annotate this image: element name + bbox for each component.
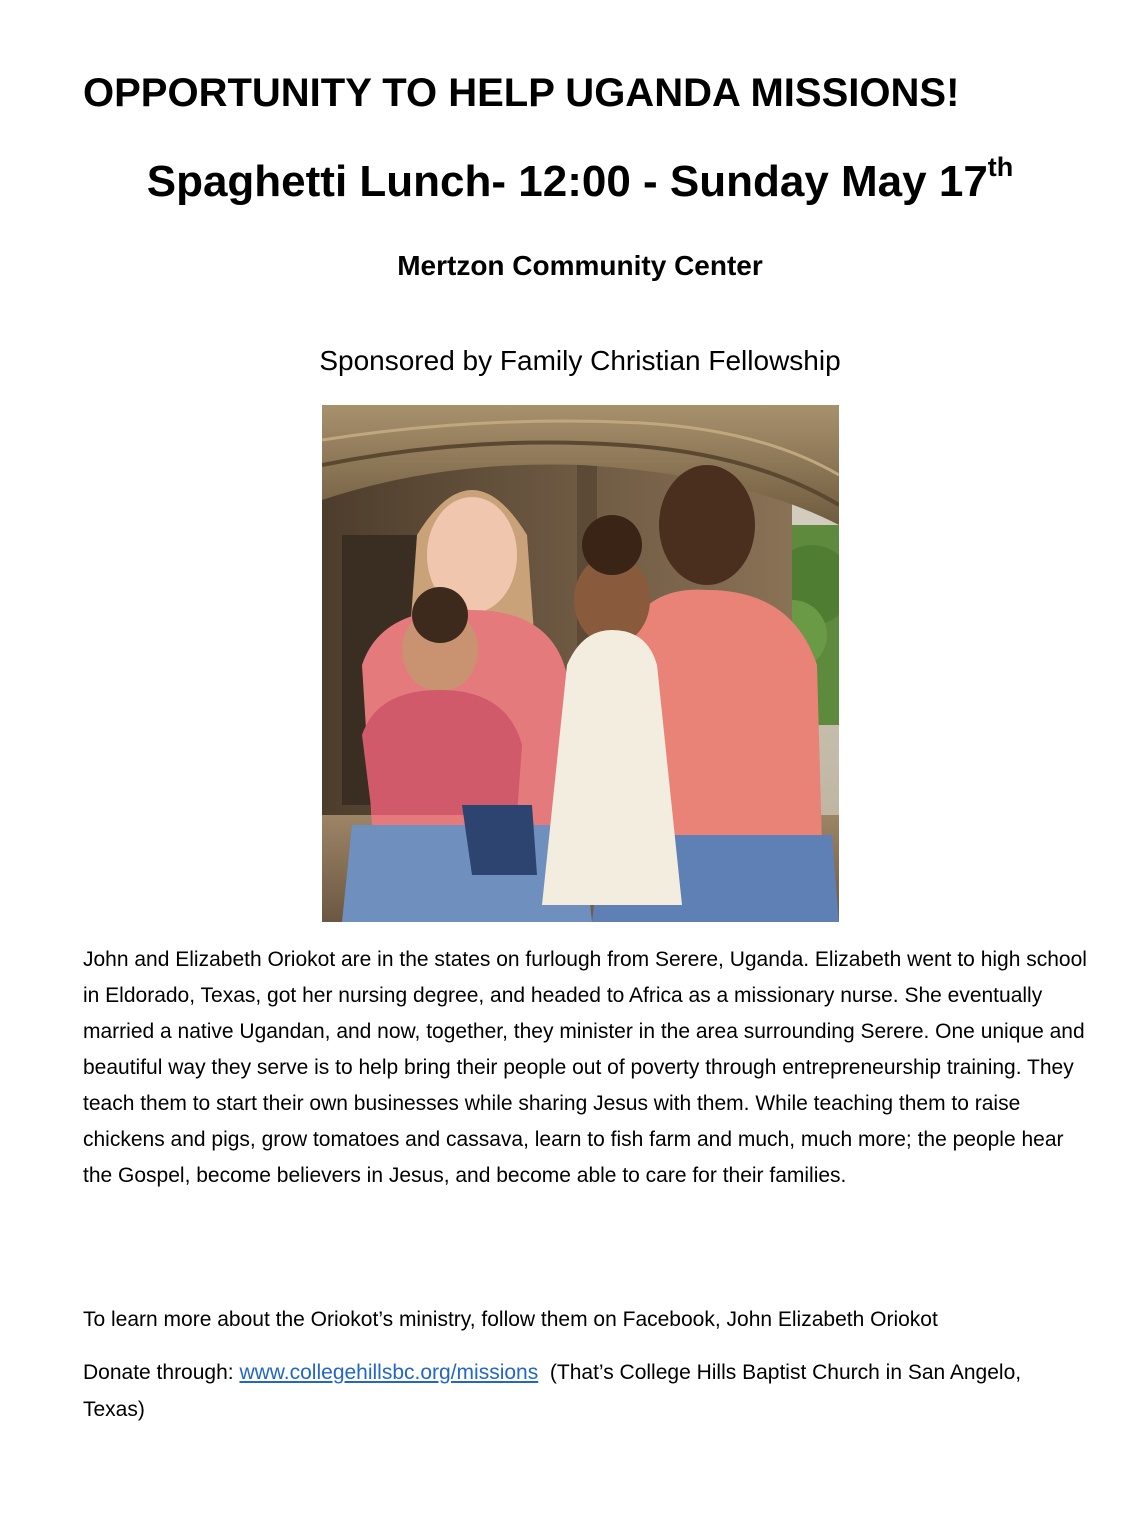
donate-line xyxy=(83,1354,1058,1428)
event-title-text: Spaghetti Lunch- 12:00 - Sunday May 17 xyxy=(146,157,988,206)
donate-link[interactable]: www.collegehillsbc.org/missions xyxy=(239,1361,539,1384)
learn-more-text: To learn more about the Oriokot’s ministry, follow them on Facebook, John Elizabeth Oriokot xyxy=(83,1308,938,1331)
donate-prefix: Donate through: xyxy=(83,1361,240,1384)
donate-suffix: (That’s College Hills Baptist Church in San Angelo, Texas) xyxy=(83,1361,1027,1421)
body-paragraph: John and Elizabeth Oriokot are in the states on furlough from Serere, Uganda. Elizabeth went to high school in Eldorado, Texas, got her nursing degree, and headed to Africa as a missionary nurse. She eventually married a native Ugandan, and now, together, they minister in the area surrounding Serere. One unique and beautiful way they serve is to help bring their people out of poverty through entrepreneurship training. They teach them to start their own businesses while sharing Jesus with them. While teaching them to raise chickens and pigs, grow tomatoes and cassava, learn to fish farm and much, much more; the people hear the Gospel, become believers in Jesus, and become able to care for their families. xyxy=(83,948,1087,1187)
sponsor-line: Sponsored by Family Christian Fellowship xyxy=(319,345,841,376)
headline: OPPORTUNITY TO HELP UGANDA MISSIONS! xyxy=(83,71,960,115)
venue: Mertzon Community Center xyxy=(397,250,763,281)
event-title xyxy=(0,150,1136,214)
event-date-suffix: th xyxy=(987,152,1014,182)
family-photo xyxy=(322,405,839,922)
